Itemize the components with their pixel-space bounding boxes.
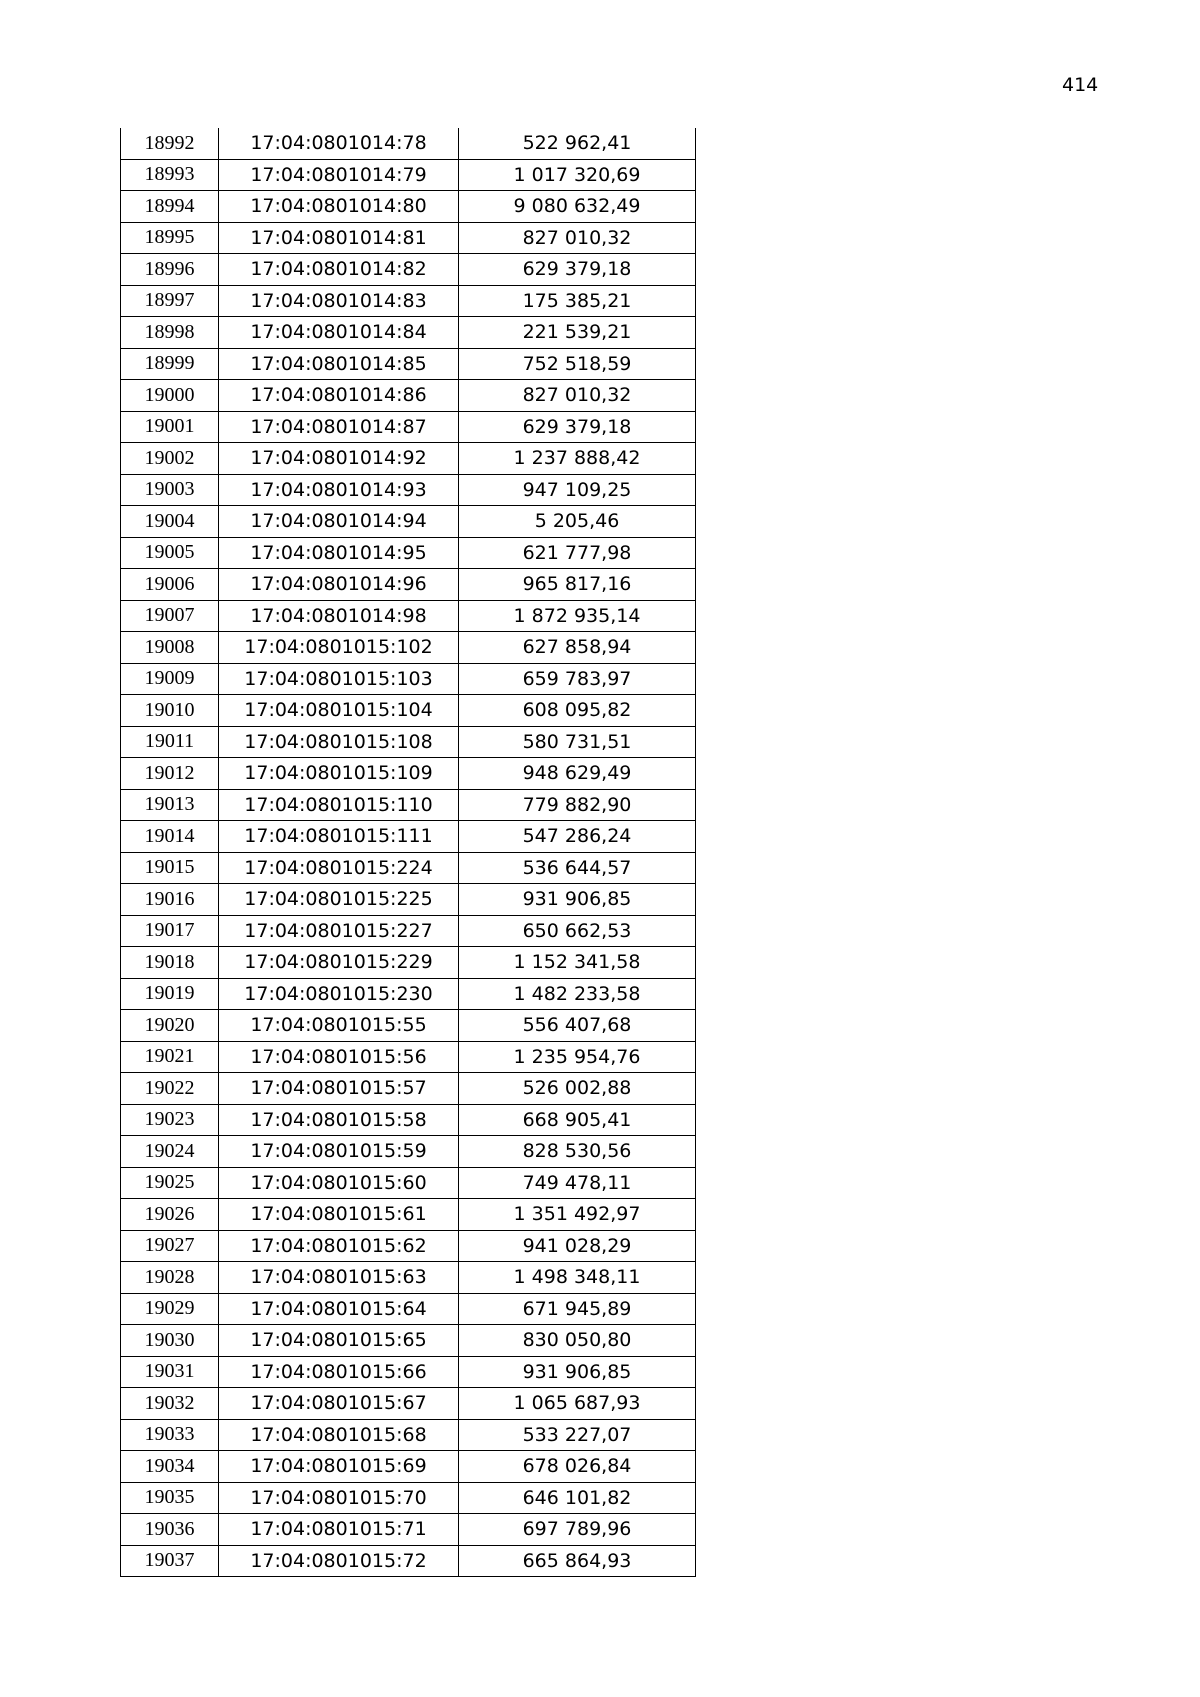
table-row — [121, 317, 696, 349]
table-row — [121, 191, 696, 223]
cadastral-value-cell: 1 872 935,14 — [459, 600, 696, 632]
cadastral-value-cell: 1 235 954,76 — [459, 1041, 696, 1073]
table-row — [121, 1419, 696, 1451]
cadastral-number-cell: 17:04:0801015:111 — [219, 821, 459, 853]
cadastral-number-cell: 17:04:0801014:98 — [219, 600, 459, 632]
row-number-cell: 19015 — [121, 852, 219, 884]
cadastral-value-cell: 9 080 632,49 — [459, 191, 696, 223]
table-row — [121, 1545, 696, 1577]
cadastral-value-cell: 678 026,84 — [459, 1451, 696, 1483]
table-row — [121, 1451, 696, 1483]
table-row — [121, 1388, 696, 1420]
cadastral-number-cell: 17:04:0801014:85 — [219, 348, 459, 380]
cadastral-number-cell: 17:04:0801015:230 — [219, 978, 459, 1010]
table-row — [121, 1514, 696, 1546]
cadastral-value-cell: 1 498 348,11 — [459, 1262, 696, 1294]
cadastral-number-cell: 17:04:0801015:104 — [219, 695, 459, 727]
row-number-cell: 19004 — [121, 506, 219, 538]
row-number-cell: 19002 — [121, 443, 219, 475]
cadastral-number-cell: 17:04:0801015:71 — [219, 1514, 459, 1546]
cadastral-value-cell: 608 095,82 — [459, 695, 696, 727]
table-row — [121, 947, 696, 979]
cadastral-number-cell: 17:04:0801014:80 — [219, 191, 459, 223]
table-row — [121, 380, 696, 412]
row-number-cell: 19023 — [121, 1104, 219, 1136]
cadastral-number-cell: 17:04:0801014:93 — [219, 474, 459, 506]
row-number-cell: 19018 — [121, 947, 219, 979]
row-number-cell: 19025 — [121, 1167, 219, 1199]
cadastral-number-cell: 17:04:0801015:229 — [219, 947, 459, 979]
cadastral-number-cell: 17:04:0801014:81 — [219, 222, 459, 254]
table-row — [121, 1041, 696, 1073]
cadastral-value-cell: 828 530,56 — [459, 1136, 696, 1168]
table-row — [121, 1293, 696, 1325]
cadastral-number-cell: 17:04:0801015:64 — [219, 1293, 459, 1325]
cadastral-number-cell: 17:04:0801014:94 — [219, 506, 459, 538]
table-row — [121, 789, 696, 821]
table-row — [121, 254, 696, 286]
table-row — [121, 884, 696, 916]
table-row — [121, 285, 696, 317]
row-number-cell: 19011 — [121, 726, 219, 758]
cadastral-number-cell: 17:04:0801015:55 — [219, 1010, 459, 1042]
row-number-cell: 18994 — [121, 191, 219, 223]
table-row — [121, 821, 696, 853]
cadastral-value-cell: 931 906,85 — [459, 1356, 696, 1388]
cadastral-number-cell: 17:04:0801015:66 — [219, 1356, 459, 1388]
cadastral-number-cell: 17:04:0801015:70 — [219, 1482, 459, 1514]
row-number-cell: 19010 — [121, 695, 219, 727]
table-row — [121, 1010, 696, 1042]
cadastral-value-cell: 526 002,88 — [459, 1073, 696, 1105]
row-number-cell: 19024 — [121, 1136, 219, 1168]
cadastral-value-cell: 827 010,32 — [459, 380, 696, 412]
cadastral-value-cell: 931 906,85 — [459, 884, 696, 916]
table-row — [121, 978, 696, 1010]
cadastral-value-cell: 175 385,21 — [459, 285, 696, 317]
table-row — [121, 695, 696, 727]
row-number-cell: 19034 — [121, 1451, 219, 1483]
row-number-cell: 19036 — [121, 1514, 219, 1546]
cadastral-value-table — [120, 128, 696, 1577]
cadastral-number-cell: 17:04:0801014:78 — [219, 128, 459, 159]
row-number-cell: 19005 — [121, 537, 219, 569]
page-number: 414 — [1062, 74, 1099, 96]
cadastral-value-cell: 580 731,51 — [459, 726, 696, 758]
table-row — [121, 1325, 696, 1357]
row-number-cell: 18992 — [121, 128, 219, 159]
table-body — [121, 128, 696, 1577]
row-number-cell: 18999 — [121, 348, 219, 380]
row-number-cell: 19022 — [121, 1073, 219, 1105]
table-row — [121, 506, 696, 538]
row-number-cell: 19031 — [121, 1356, 219, 1388]
row-number-cell: 19017 — [121, 915, 219, 947]
table-row — [121, 222, 696, 254]
cadastral-value-cell: 1 065 687,93 — [459, 1388, 696, 1420]
cadastral-value-cell: 629 379,18 — [459, 254, 696, 286]
row-number-cell: 19000 — [121, 380, 219, 412]
cadastral-number-cell: 17:04:0801015:60 — [219, 1167, 459, 1199]
table-row — [121, 632, 696, 664]
cadastral-value-cell: 830 050,80 — [459, 1325, 696, 1357]
row-number-cell: 19037 — [121, 1545, 219, 1577]
cadastral-number-cell: 17:04:0801014:79 — [219, 159, 459, 191]
cadastral-value-cell: 1 482 233,58 — [459, 978, 696, 1010]
cadastral-number-cell: 17:04:0801015:67 — [219, 1388, 459, 1420]
cadastral-number-cell: 17:04:0801015:102 — [219, 632, 459, 664]
cadastral-number-cell: 17:04:0801015:68 — [219, 1419, 459, 1451]
cadastral-number-cell: 17:04:0801014:83 — [219, 285, 459, 317]
cadastral-value-cell: 221 539,21 — [459, 317, 696, 349]
cadastral-value-cell: 1 017 320,69 — [459, 159, 696, 191]
cadastral-value-cell: 522 962,41 — [459, 128, 696, 159]
row-number-cell: 19007 — [121, 600, 219, 632]
table-row — [121, 443, 696, 475]
cadastral-number-cell: 17:04:0801015:109 — [219, 758, 459, 790]
row-number-cell: 19014 — [121, 821, 219, 853]
table-row — [121, 1356, 696, 1388]
cadastral-number-cell: 17:04:0801015:57 — [219, 1073, 459, 1105]
table-row — [121, 1230, 696, 1262]
row-number-cell: 19008 — [121, 632, 219, 664]
table-row — [121, 348, 696, 380]
cadastral-value-cell: 947 109,25 — [459, 474, 696, 506]
table-row — [121, 1199, 696, 1231]
table-row — [121, 159, 696, 191]
row-number-cell: 19035 — [121, 1482, 219, 1514]
table-row — [121, 758, 696, 790]
cadastral-value-cell: 827 010,32 — [459, 222, 696, 254]
cadastral-value-cell: 941 028,29 — [459, 1230, 696, 1262]
cadastral-number-cell: 17:04:0801014:95 — [219, 537, 459, 569]
cadastral-value-cell: 533 227,07 — [459, 1419, 696, 1451]
cadastral-number-cell: 17:04:0801014:87 — [219, 411, 459, 443]
table-row — [121, 411, 696, 443]
cadastral-value-cell: 629 379,18 — [459, 411, 696, 443]
cadastral-value-cell: 671 945,89 — [459, 1293, 696, 1325]
table-row — [121, 128, 696, 159]
cadastral-value-cell: 697 789,96 — [459, 1514, 696, 1546]
cadastral-number-cell: 17:04:0801015:65 — [219, 1325, 459, 1357]
table-row — [121, 663, 696, 695]
cadastral-value-cell: 668 905,41 — [459, 1104, 696, 1136]
cadastral-number-cell: 17:04:0801015:56 — [219, 1041, 459, 1073]
cadastral-value-cell: 547 286,24 — [459, 821, 696, 853]
cadastral-number-cell: 17:04:0801015:58 — [219, 1104, 459, 1136]
cadastral-number-cell: 17:04:0801014:82 — [219, 254, 459, 286]
cadastral-value-cell: 749 478,11 — [459, 1167, 696, 1199]
row-number-cell: 19030 — [121, 1325, 219, 1357]
cadastral-value-cell: 965 817,16 — [459, 569, 696, 601]
table-row — [121, 1167, 696, 1199]
cadastral-number-cell: 17:04:0801015:225 — [219, 884, 459, 916]
cadastral-value-cell: 779 882,90 — [459, 789, 696, 821]
cadastral-value-cell: 5 205,46 — [459, 506, 696, 538]
table-row — [121, 726, 696, 758]
row-number-cell: 19027 — [121, 1230, 219, 1262]
row-number-cell: 19013 — [121, 789, 219, 821]
cadastral-value-cell: 752 518,59 — [459, 348, 696, 380]
table-row — [121, 1104, 696, 1136]
row-number-cell: 19028 — [121, 1262, 219, 1294]
row-number-cell: 18993 — [121, 159, 219, 191]
row-number-cell: 19020 — [121, 1010, 219, 1042]
row-number-cell: 19006 — [121, 569, 219, 601]
table-row — [121, 1136, 696, 1168]
table-row — [121, 569, 696, 601]
cadastral-number-cell: 17:04:0801014:84 — [219, 317, 459, 349]
row-number-cell: 19026 — [121, 1199, 219, 1231]
row-number-cell: 18997 — [121, 285, 219, 317]
table-row — [121, 474, 696, 506]
cadastral-number-cell: 17:04:0801015:224 — [219, 852, 459, 884]
cadastral-number-cell: 17:04:0801015:103 — [219, 663, 459, 695]
row-number-cell: 18998 — [121, 317, 219, 349]
cadastral-value-cell: 556 407,68 — [459, 1010, 696, 1042]
row-number-cell: 19016 — [121, 884, 219, 916]
cadastral-number-cell: 17:04:0801015:62 — [219, 1230, 459, 1262]
cadastral-value-cell: 621 777,98 — [459, 537, 696, 569]
cadastral-number-cell: 17:04:0801015:110 — [219, 789, 459, 821]
cadastral-value-cell: 1 152 341,58 — [459, 947, 696, 979]
cadastral-value-cell: 1 237 888,42 — [459, 443, 696, 475]
table-row — [121, 915, 696, 947]
row-number-cell: 19033 — [121, 1419, 219, 1451]
row-number-cell: 19021 — [121, 1041, 219, 1073]
cadastral-number-cell: 17:04:0801015:108 — [219, 726, 459, 758]
table-row — [121, 852, 696, 884]
cadastral-value-cell: 536 644,57 — [459, 852, 696, 884]
row-number-cell: 19019 — [121, 978, 219, 1010]
row-number-cell: 18996 — [121, 254, 219, 286]
cadastral-number-cell: 17:04:0801015:69 — [219, 1451, 459, 1483]
table-row — [121, 1262, 696, 1294]
cadastral-value-cell: 948 629,49 — [459, 758, 696, 790]
row-number-cell: 19032 — [121, 1388, 219, 1420]
cadastral-number-cell: 17:04:0801015:63 — [219, 1262, 459, 1294]
table-row — [121, 537, 696, 569]
cadastral-value-cell: 650 662,53 — [459, 915, 696, 947]
row-number-cell: 19029 — [121, 1293, 219, 1325]
cadastral-number-cell: 17:04:0801014:92 — [219, 443, 459, 475]
table-row — [121, 1073, 696, 1105]
row-number-cell: 19012 — [121, 758, 219, 790]
cadastral-number-cell: 17:04:0801015:227 — [219, 915, 459, 947]
table-row — [121, 1482, 696, 1514]
cadastral-value-cell: 1 351 492,97 — [459, 1199, 696, 1231]
cadastral-number-cell: 17:04:0801015:61 — [219, 1199, 459, 1231]
cadastral-value-cell: 646 101,82 — [459, 1482, 696, 1514]
row-number-cell: 19009 — [121, 663, 219, 695]
row-number-cell: 19001 — [121, 411, 219, 443]
cadastral-value-cell: 627 858,94 — [459, 632, 696, 664]
row-number-cell: 19003 — [121, 474, 219, 506]
cadastral-number-cell: 17:04:0801014:86 — [219, 380, 459, 412]
table-row — [121, 600, 696, 632]
cadastral-number-cell: 17:04:0801015:59 — [219, 1136, 459, 1168]
cadastral-value-cell: 659 783,97 — [459, 663, 696, 695]
cadastral-value-cell: 665 864,93 — [459, 1545, 696, 1577]
cadastral-number-cell: 17:04:0801014:96 — [219, 569, 459, 601]
row-number-cell: 18995 — [121, 222, 219, 254]
cadastral-number-cell: 17:04:0801015:72 — [219, 1545, 459, 1577]
